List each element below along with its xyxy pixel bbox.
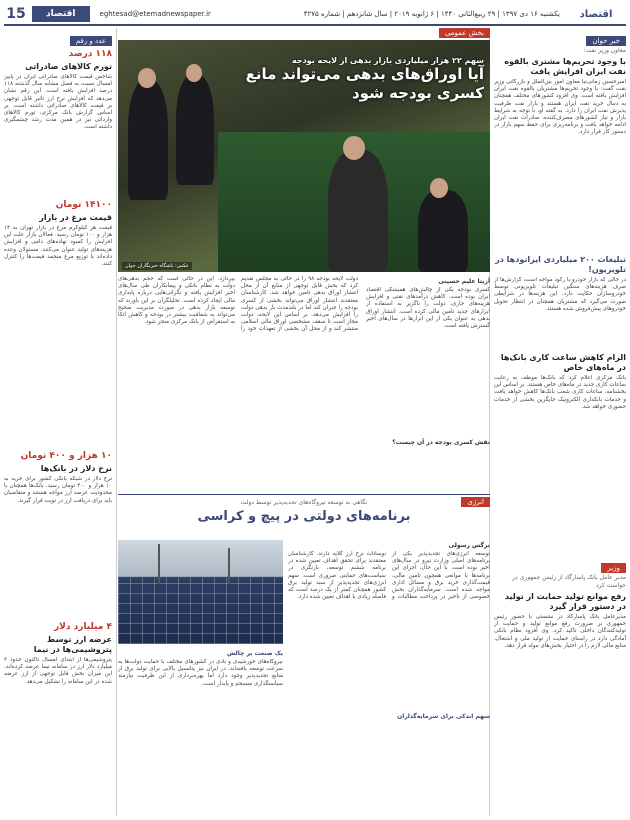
solar-panel-photo [118,540,283,644]
person-figure [328,150,388,272]
right-column [489,28,626,816]
article-subhead: سهم اندکی برای سرمایه‌گذاران [397,713,490,720]
photo-caption: عکس: باشگاه خبرنگاران جوان [122,262,192,270]
email-address[interactable]: eghtesad@etemadnewspaper.ir [99,10,211,18]
article-side [366,276,490,490]
date-line: یکشنبه ۱۶ دی ۱۳۹۷ | ۲۹ ربیع‌الثانی ۱۴۴۰ | ۶ ژانویه ۲۰۱۹ | سال شانزدهم | شماره ۴۲۷۵ [303,10,560,18]
article-title: تبلیغات ۲۰۰ میلیاردی ایرانودها در تلویزیون! [495,255,626,274]
headline-title: آیا اوراق‌های بدهی می‌تواند مانع کسری بودجه شود [245,65,484,102]
section-label: عدد و رقم [70,36,112,46]
author-name: آزیتا علیم حسینی [438,278,490,285]
article-title: برنامه‌های دولتی در پیچ و کراسی [197,509,411,524]
article-columns [118,276,490,490]
article-body: مدیرعامل بانک پاسارگاد در نشستی با حضور رئیس جمهوری بر ضرورت رفع موانع تولید و حمایت از تولیدکنندگان داخلی تاکید کرد. وی افزود نظام بانکی آمادگی دارد در راستای حمایت از تولید ملی و اشتغال، منابع مالی لازم را در اختیار بخش‌های مولد قرار دهد. [494,614,626,649]
article-body: در حالی که بازار خودرو با رکود مواجه است، گزارش‌ها از صرف هزینه‌های سنگین تبلیغات تلویزیونی توسط خودروسازان حکایت دارد. این هزینه‌ها در شرایطی صورت می‌گیرد که مشتریان همچنان در انتظار تحویل خودروهای پیش‌فروش شده هستند. [494,277,626,312]
article-body: بانک مرکزی اعلام کرد که بانک‌ها موظف به رعایت ساعات کاری جدید در ماه‌های خاص هستند. بر اساس این بخشنامه، ساعات کاری شعب بانک‌ها کاهش خواهد یافت و خدمات بانکداری الکترونیک جایگزین بخشی از خدمات حضوری خواهد شد. [494,375,626,410]
center-section [118,28,490,816]
figure-body: قیمت هر کیلوگرم مرغ در بازار تهران به ۱۴ هزار و ۱۰۰ تومان رسید. فعالان بازار علت این افزایش را کمبود نهاده‌های دامی و افزایش هزینه‌های تولید عنوان می‌کنند. مسئولان وعده داده‌اند با توزیع مرغ منجمد قیمت‌ها را کنترل کنند. [4,225,112,268]
person-figure [128,80,168,200]
photo-headline [194,56,484,103]
person-face [430,178,448,198]
page-number: 15 [6,6,26,22]
article-title: با وجود تحریم‌ها مشتری بالقوه نفت ایران افزایش یافت [504,57,626,76]
figure-body: نرخ دلار در شبکه بانکی کشور برای خرید به ۱۰ هزار و ۴۰۰ تومان رسید. بانک‌ها همچنان با محدودیت عرضه ارز مواجه هستند و متقاضیان باید برای دریافت ارز در نوبت قرار گیرند. [4,476,112,504]
article-kicker: معاون وزیر نفت: [583,47,626,54]
article-subhead: یک صنعت پر چالش [227,650,283,657]
article-kicker: نگاهی به توسعه نیروگاه‌های تجدیدپذیر توسط دولت [240,499,368,506]
parliament-photo [118,40,490,272]
article-kicker: مدیر عامل بانک پاسارگاد از رئیس جمهوری در خواست کرد [512,574,626,589]
figure-number: ۱۴۱۰۰ تومان [55,200,112,210]
article-title: رفع موانع تولید حمایت از تولید در دستور قرار گیرد [504,592,626,611]
figure-title: عرضه ارز توسط پتروشیمی‌ها در نیما [33,635,112,654]
article-subhead: نقش کسری بودجه در آن چیست؟ [392,439,490,446]
person-face [343,136,365,160]
energy-article-lower [118,648,283,816]
figure-title: تورم کالاهای صادراتی [25,62,112,71]
article-body: نیروگاه‌های خورشیدی و بادی در کشورهای مختلف با حمایت دولت‌ها به سرعت توسعه یافته‌اند. در ایران نیز پتانسیل بالایی برای تولید برق از منابع تجدیدپذیر وجود دارد اما بهره‌برداری از این ظرفیت نیازمند سیاستگذاری منسجم و پایدار است. [118,659,283,687]
article-body: امیرحسین زمانی‌نیا معاون امور بین‌الملل و بازرگانی وزیر نفت گفت: با وجود تحریم‌ها مشتریان بالقوه نفت ایران افزایش یافته است. وی افزود کشورهای مختلف همچنان به دنبال خرید نفت ایران هستند و بازار نفت ظرفیت پذیرش نفت ایران را دارد. به گفته او، با توجه به شرایط بازار و نیاز کشورهای مصرف‌کننده، صادرات نفت ایران ادامه خواهد یافت و برنامه‌ریزی برای حفظ سهم بازار در دستور کار قرار دارد. [494,79,626,136]
figure-body: پتروشیمی‌ها از ابتدای امسال تاکنون حدود ۴ میلیارد دلار ارز در سامانه نیما عرضه کرده‌اند. این میزان بخش قابل توجهی از ارز عرضه شده در این سامانه را تشکیل می‌دهد. [4,657,112,685]
figure-number: ۱۰ هزار و ۴۰۰ تومان [20,451,112,461]
article-title: الزام کاهش ساعت کاری بانک‌ها در ماه‌های خاص [500,353,626,372]
energy-section [118,494,490,539]
article-body: دولت لایحه بودجه ۹۸ را در حالی به مجلس تقدیم کرد که بخش قابل توجهی از منابع آن از محل انتشار اوراق بدهی تامین خواهد شد. کارشناسان معتقدند انتشار اوراق می‌تواند بخشی از کسری بودجه را جبران کند اما در بلندمدت بار بدهی دولت را افزایش می‌دهد. بر اساس این لایحه، دولت مجاز است تا سقف مشخصی اوراق مالی اسلامی منتشر کند و از محل آن بخشی از تعهدات خود را بپردازد. این در حالی است که حجم بدهی‌های دولت به نظام بانکی و پیمانکاران طی سال‌های اخیر افزایش یافته و نگرانی‌هایی درباره پایداری مالی ایجاد کرده است. تحلیلگران بر این باورند که توسعه بازار بدهی در صورت مدیریت صحیح می‌تواند به شفافیت بیشتر در بودجه و کاهش اتکا به استقراض از بانک مرکزی منجر شود. [118,276,358,333]
figure-title: قیمت مرغ در بازار [39,213,112,222]
energy-article [288,540,490,816]
solar-panels [118,578,283,644]
figure-title: نرخ دلار در بانک‌ها [40,464,112,473]
section-label: وزیر [601,563,626,573]
person-face [138,68,156,88]
person-figure [418,190,468,272]
section-label: بخش عمومی [439,28,490,38]
figure-number: ۱۱۸ درصد [68,49,112,59]
headline-kicker: سهم ۲۲ هزار میلیاردی بازار بدهی از لایحه بودجه [291,56,484,65]
newspaper-logo: اقتصاد [579,8,613,20]
author-name: نرگس رسولی [448,542,490,549]
section-label: خبر خوان [586,36,626,46]
power-pole [158,544,160,584]
figure-number: ۴ میلیارد دلار [53,622,112,632]
article-body: کسری بودجه یکی از چالش‌های همیشگی اقتصاد ایران بوده است. کاهش درآمدهای نفتی و افزایش هزینه‌های جاری، دولت را ناگزیر به استفاده از ابزارهای جدید تامین مالی کرده است. انتشار اوراق بدهی به عنوان یکی از این ابزارها در سال‌های اخیر گسترش یافته است. [366,287,490,330]
section-label: انرژی [461,497,490,507]
left-column [4,28,117,816]
power-pole [228,548,230,584]
page-header [4,4,626,26]
article-body: توسعه انرژی‌های تجدیدپذیر یکی از برنامه‌های اصلی وزارت نیرو در سال‌های اخیر بوده است. با این حال، اجرای این برنامه‌ها با موانعی همچون تامین مالی، قیمت‌گذاری خرید برق و مسائل اداری مواجه شده است. سرمایه‌گذاران بخش خصوصی از تاخیر در پرداخت مطالبات و نوسانات نرخ ارز گلایه دارند. کارشناسان معتقدند برای تحقق اهداف تعیین شده در برنامه ششم توسعه، بازنگری در سیاست‌های حمایتی ضروری است. سهم انرژی‌های تجدیدپذیر از سبد تولید برق کشور همچنان کمتر از یک درصد است که فاصله زیادی با اهداف تعیین شده دارد. [288,551,490,601]
figure-body: شاخص قیمت کالاهای صادراتی ایران در پاییز امسال نسبت به فصل مشابه سال گذشته ۱۱۸ درصد افزایش یافته است. این رقم نشان می‌دهد که افزایش نرخ ارز تاثیر قابل توجهی بر قیمت کالاهای صادراتی داشته است. بر اساس گزارش بانک مرکزی، تورم کالاهای وارداتی نیز در همین مدت رشد چشمگیری داشته است. [4,74,112,131]
section-tab: اقتصاد [32,6,90,22]
